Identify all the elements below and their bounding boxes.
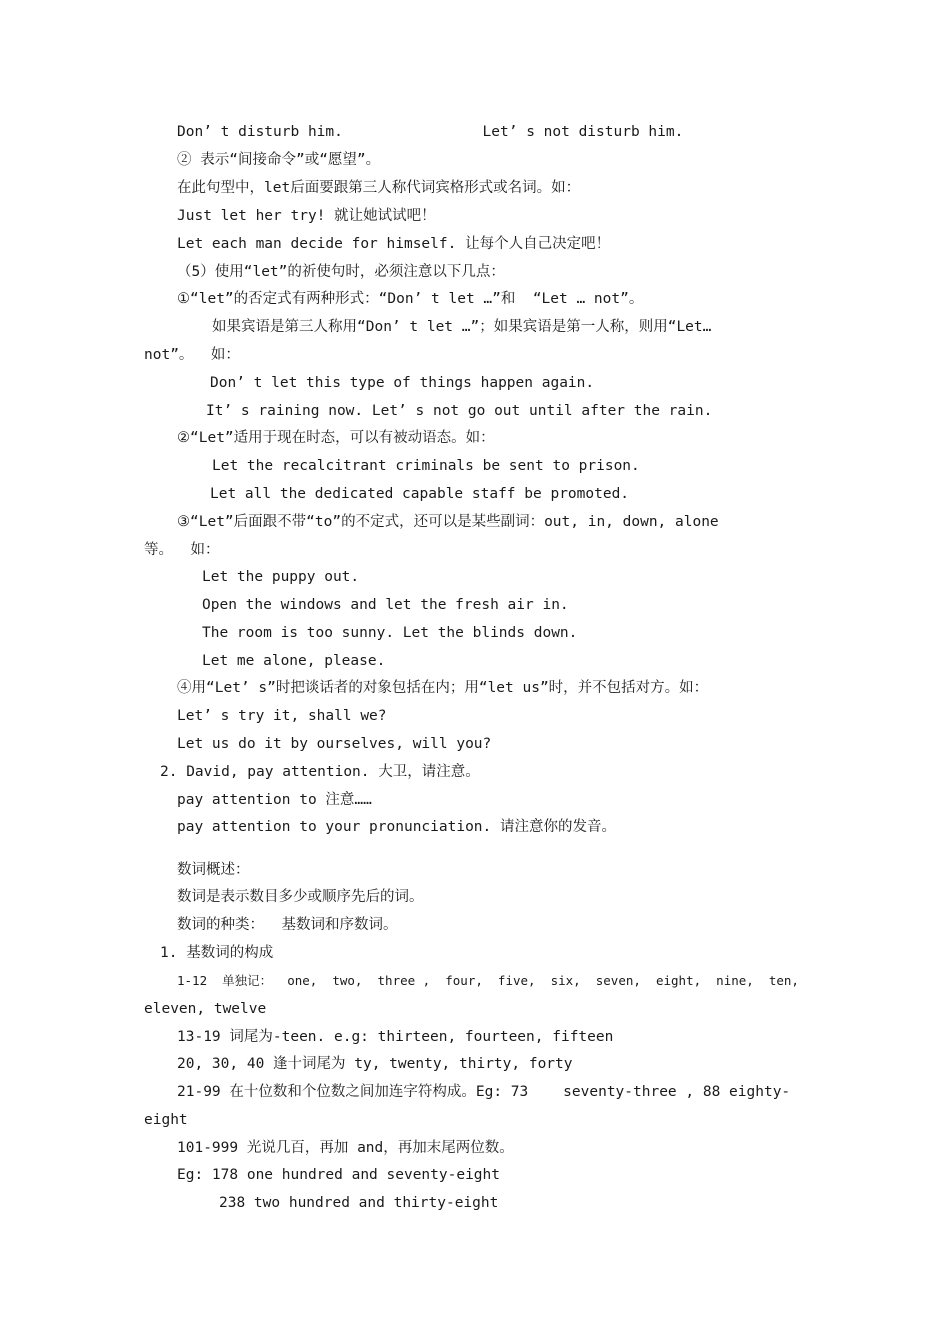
text-line: 13-19 词尾为-teen. e.g: thirteen, fourteen, fifteen (177, 1029, 614, 1045)
text-line: Let me alone, please. (202, 653, 386, 669)
text-line: Eg: 178 one hundred and seventy-eight (177, 1167, 501, 1183)
text-line: Let all the dedicated capable staff be promoted. (210, 486, 630, 502)
text-line: 21-99 在十位数和个位数之间加连字符构成。Eg: 73 seventy-three , 88 eighty- (177, 1084, 791, 1100)
text-line: ② 表示“间接命令”或“愿望”。 (177, 152, 381, 168)
text-line: ①“let”的否定式有两种形式：“Don’ t let …”和 “Let … not”。 (177, 291, 644, 307)
text-line: 2. David, pay attention. 大卫，请注意。 (160, 764, 480, 780)
text-line: The room is too sunny. Let the blinds down. (202, 625, 578, 641)
text-line: 数词是表示数目多少或顺序先后的词。 (177, 889, 424, 905)
text-line: Don’ t let this type of things happen again. (210, 375, 595, 391)
text-line: not”。 如： (144, 347, 240, 363)
text-line: pay attention to 注意…… (177, 792, 372, 808)
text-line: Open the windows and let the fresh air in. (202, 597, 569, 613)
text-line: eleven, twelve (144, 1001, 267, 1017)
text-line: 在此句型中，let后面要跟第三人称代词宾格形式或名词。如： (177, 180, 581, 196)
text-line: ③“Let”后面跟不带“to”的不定式，还可以是某些副词：out, in, down, alone (177, 514, 719, 530)
text-line: 1. 基数词的构成 (160, 945, 274, 961)
text-line: Let us do it by ourselves, will you? (177, 736, 492, 752)
text-line: Let’ s try it, shall we? (177, 708, 387, 724)
text-line: Let the recalcitrant criminals be sent to prison. (212, 458, 640, 474)
text-line: 等。 如： (144, 542, 220, 558)
text-line: ②“Let”适用于现在时态，可以有被动语态。如： (177, 430, 495, 446)
text-line: Let each man decide for himself. 让每个人自己决定吧！ (177, 236, 611, 252)
text-line: Just let her try! 就让她试试吧！ (177, 208, 436, 224)
text-line: 如果宾语是第三人称用“Don’ t let …”；如果宾语是第一人称，则用“Let… (212, 319, 712, 335)
text-line: 数词的种类： 基数词和序数词。 (177, 917, 398, 933)
text-line: Don’ t disturb him. Let’ s not disturb him. (177, 124, 684, 140)
text-line: 20, 30, 40 逢十词尾为 ty, twenty, thirty, forty (177, 1056, 573, 1072)
text-line: eight (144, 1112, 188, 1128)
text-line: ④用“Let’ s”时把谈话者的对象包括在内；用“let us”时，并不包括对方。如： (177, 680, 709, 696)
text-line: 1-12 单独记： one, two, three , four, five, six, seven, eight, nine, ten, (177, 973, 799, 988)
text-line: Let the puppy out. (202, 569, 360, 585)
text-line: 数词概述： (177, 862, 250, 878)
text-line: pay attention to your pronunciation. 请注意你的发音。 (177, 819, 616, 835)
text-line: （5）使用“let”的祈使句时，必须注意以下几点： (177, 264, 505, 280)
text-line: 101-999 光说几百，再加 and，再加末尾两位数。 (177, 1140, 514, 1156)
text-line: It’ s raining now. Let’ s not go out until after the rain. (206, 403, 713, 419)
text-line: 238 two hundred and thirty-eight (219, 1195, 499, 1211)
